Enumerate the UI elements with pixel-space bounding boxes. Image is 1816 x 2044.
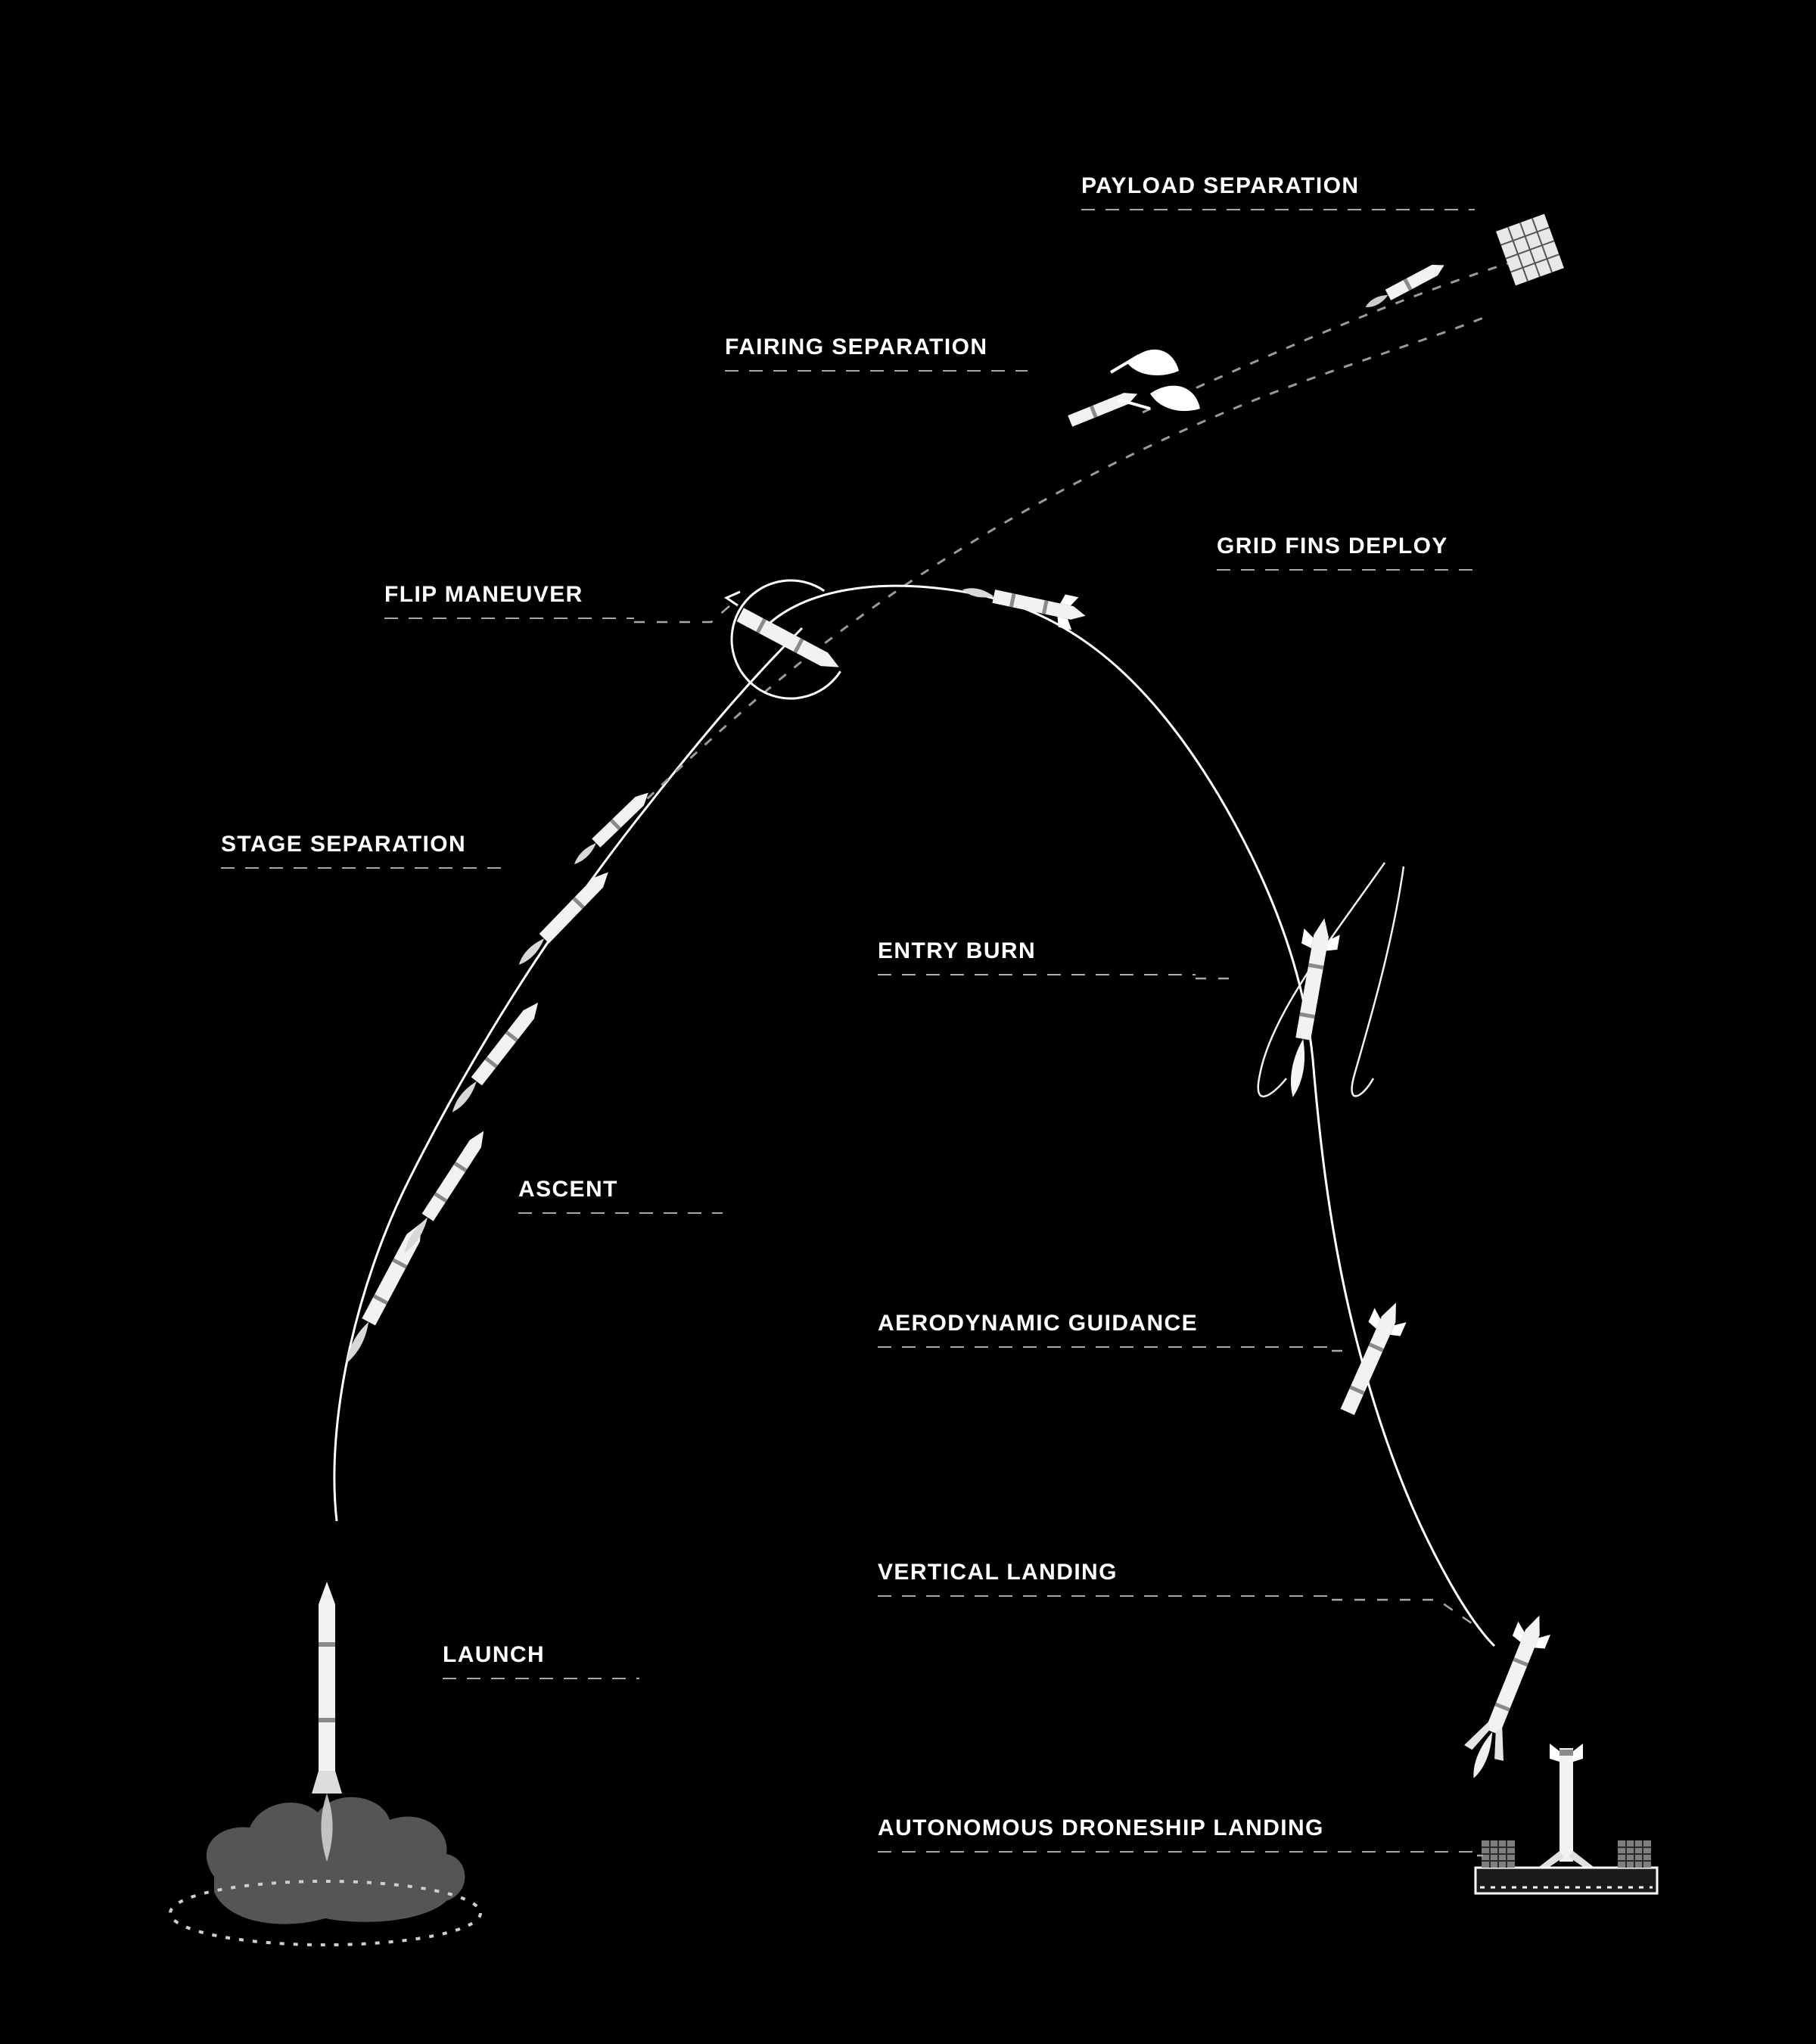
label-payload-separation-text: PAYLOAD SEPARATION: [1081, 173, 1360, 198]
droneship-thruster-right: [1618, 1840, 1651, 1868]
satellite: [1496, 214, 1564, 286]
label-fairing-separation-text: FAIRING SEPARATION: [725, 334, 988, 359]
stage-separation-upper-stage: [570, 789, 652, 869]
fairing-half-lower: [1150, 386, 1200, 411]
second-stage-dashed-path-upper: [1143, 256, 1536, 412]
fairing-separation-group: [1068, 350, 1200, 427]
label-flip-maneuver: [384, 583, 634, 619]
leader-line-fairing-separation: [725, 370, 1028, 372]
label-aerodynamic-guidance-text: AERODYNAMIC GUIDANCE: [878, 1311, 1199, 1336]
droneship-thruster-left: [1482, 1840, 1515, 1868]
landed-booster: [1530, 1744, 1603, 1872]
leader-connector-flip: [634, 605, 730, 622]
stage-separation-rocket: [514, 867, 613, 969]
label-fairing-separation: [725, 335, 1028, 372]
label-grid-fins-deploy-text: GRID FINS DEPLOY: [1217, 534, 1448, 558]
second-stage-dashed-path: [605, 318, 1483, 840]
payload-separation-group: [1363, 214, 1564, 313]
flip-maneuver-group: [707, 556, 874, 723]
grid-fins-rocket: [959, 574, 1090, 633]
label-entry-burn: [878, 939, 1196, 975]
label-aerodynamic-guidance: [878, 1311, 1332, 1348]
label-autonomous-droneship-landing: [878, 1816, 1483, 1853]
booster-descent-path: [1313, 1059, 1494, 1646]
droneship-group: [1476, 1744, 1657, 1893]
label-autonomous-droneship-landing-text: AUTONOMOUS DRONESHIP LANDING: [878, 1815, 1324, 1840]
label-vertical-landing-text: VERTICAL LANDING: [878, 1560, 1118, 1585]
leader-line-vertical-landing: [878, 1595, 1332, 1597]
leader-line-payload-separation: [1081, 209, 1475, 210]
entry-burn-plume-left: [1258, 863, 1385, 1097]
label-stage-separation: [221, 832, 508, 869]
leader-connector-vertical-landing: [1332, 1600, 1479, 1629]
label-launch: [443, 1643, 639, 1679]
vertical-landing-rocket: [1454, 1607, 1559, 1786]
label-ascent: [518, 1178, 723, 1214]
label-launch-text: LAUNCH: [443, 1642, 546, 1667]
fairing-half-upper: [1127, 350, 1179, 375]
leader-line-grid-fins-deploy: [1217, 569, 1478, 571]
leader-line-launch: [443, 1678, 639, 1679]
ascent-trajectory-path: [334, 628, 802, 1521]
label-stage-separation-text: STAGE SEPARATION: [221, 832, 467, 857]
label-entry-burn-text: ENTRY BURN: [878, 938, 1037, 963]
leader-line-ascent: [518, 1212, 723, 1214]
aerodynamic-guidance-rocket: [1332, 1296, 1412, 1419]
label-ascent-text: ASCENT: [518, 1177, 618, 1202]
leader-line-stage-separation: [221, 867, 508, 869]
leader-line-autonomous-droneship-landing: [878, 1851, 1483, 1853]
ascent-rocket-3: [447, 998, 543, 1116]
label-vertical-landing: [878, 1560, 1332, 1597]
label-payload-separation: [1081, 174, 1475, 210]
booster-return-path: [764, 586, 1313, 1059]
entry-burn-rocket: [1275, 915, 1342, 1100]
ascent-rocket-2: [399, 1128, 490, 1257]
leader-line-entry-burn: [878, 974, 1196, 975]
leader-line-flip-maneuver: [384, 618, 634, 619]
label-flip-maneuver-text: FLIP MANEUVER: [384, 582, 583, 607]
leader-line-aerodynamic-guidance: [878, 1346, 1332, 1348]
label-grid-fins-deploy: [1217, 534, 1478, 571]
entry-burn-plume-right: [1352, 866, 1404, 1096]
